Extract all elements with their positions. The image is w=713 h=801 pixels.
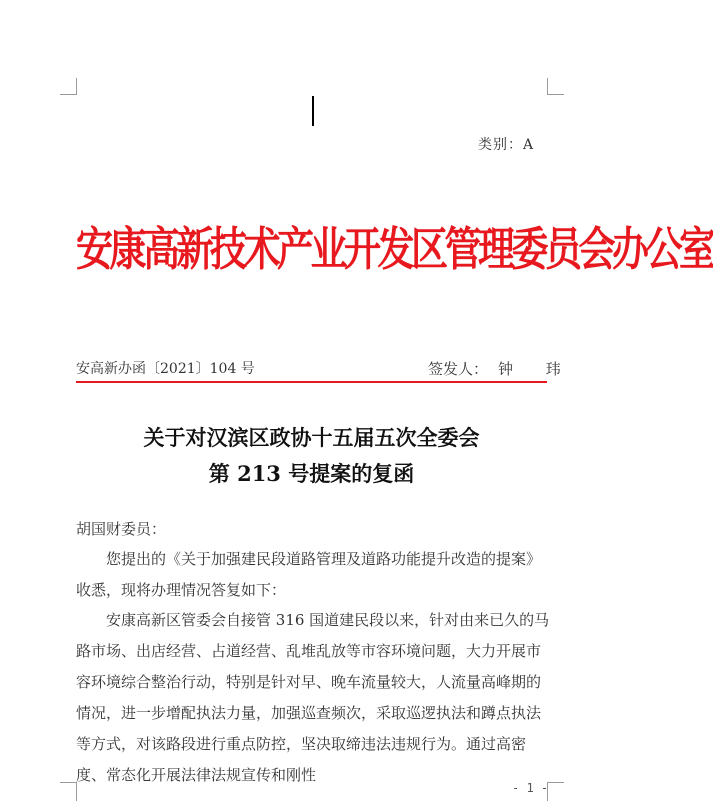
- corner-mark-top-left: [60, 78, 77, 95]
- document-title-line-2: 第 213 号提案的复函: [208, 461, 415, 486]
- signer-label: 签发人：: [428, 360, 489, 378]
- text-cursor: [312, 96, 314, 126]
- body-paragraph-2: 安康高新区管委会自接管 316 国道建民段以来，针对由来已久的马路市场、出店经营、占道经营、乱堆乱放等市容环境问题，大力开展市容环境综合整治行动，特别是针对早、晚车流量较大，人流量高峰期的情况，进一步增配执法力量，加强巡查频次，采取巡逻执法和蹲点执法等方式，对该路段进行重点防控，坚决取缔违法违规行为。通过高密度、常态化开展法律法规宣传和刚性: [76, 611, 550, 784]
- salutation: 胡国财委员：: [76, 520, 167, 538]
- corner-mark-bottom-left: [60, 782, 77, 801]
- document-title-line-1: 关于对汉滨区政协十五届五次全委会: [143, 425, 480, 450]
- page-number: - 1 -: [512, 781, 549, 795]
- red-divider-line: [76, 381, 547, 383]
- signer-name: 钟 玮: [498, 360, 575, 378]
- document-number: 安高新办函〔2021〕104 号: [76, 361, 255, 377]
- document-category: 类别：A: [478, 137, 535, 153]
- corner-mark-top-right: [547, 78, 564, 95]
- issuing-organization-header: 安康高新技术产业开发区管理委员会办公室: [76, 221, 713, 276]
- body-paragraph-1: 您提出的《关于加强建民段道路管理及道路功能提升改造的提案》收悉，现将办理情况答复如下：: [76, 550, 542, 599]
